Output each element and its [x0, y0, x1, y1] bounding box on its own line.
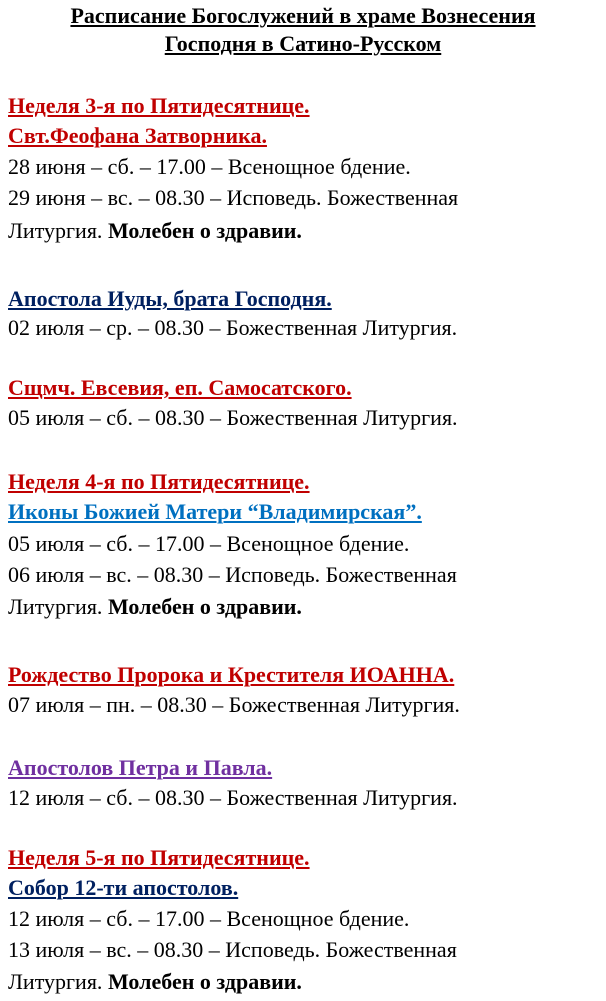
liturgy-text: Литургия.: [8, 594, 108, 619]
feast-heading: Апостолов Петра и Павла.: [8, 755, 273, 780]
feast-heading: Апостола Иуды, брата Господня.: [8, 286, 332, 311]
service-entry: 05 июля – сб. – 08.30 – Божественная Литургия.: [8, 405, 458, 430]
service-entry-continuation: [8, 592, 302, 622]
service-entry: 12 июля – сб. – 17.00 – Всенощное бдение.: [8, 906, 410, 931]
page-title: [0, 2, 606, 58]
service-entry: 29 июня – вс. – 08.30 – Исповедь. Божественная: [8, 185, 459, 210]
service-entry-continuation: [8, 967, 302, 997]
feast-heading: Рождество Пророка и Крестителя ИОАННА.: [8, 662, 455, 687]
moleben-note: Молебен о здравии.: [107, 594, 302, 619]
feast-heading: Неделя 4-я по Пятидесятнице.: [8, 469, 310, 494]
title-line-1: Расписание Богослужений в храме Вознесения: [70, 3, 536, 28]
service-entry-continuation: [8, 216, 302, 246]
liturgy-text: Литургия.: [8, 969, 108, 994]
service-entry: 05 июля – сб. – 17.00 – Всенощное бдение.: [8, 531, 410, 556]
service-entry: 07 июля – пн. – 08.30 – Божественная Литургия.: [8, 692, 460, 717]
liturgy-text: Литургия.: [8, 218, 108, 243]
feast-heading: Иконы Божией Матери “Владимирская”.: [8, 499, 422, 524]
feast-heading: Свт.Феофана Затворника.: [8, 123, 267, 148]
service-entry: 28 июня – сб. – 17.00 – Всенощное бдение.: [8, 154, 411, 179]
service-entry: 06 июля – вс. – 08.30 – Исповедь. Божественная: [8, 562, 457, 587]
service-entry: 13 июля – вс. – 08.30 – Исповедь. Божественная: [8, 937, 457, 962]
feast-heading: Неделя 3-я по Пятидесятнице.: [8, 93, 310, 118]
feast-heading: Сщмч. Евсевия, еп. Самосатского.: [8, 375, 352, 400]
feast-heading: Собор 12-ти апостолов.: [8, 875, 239, 900]
feast-heading: Неделя 5-я по Пятидесятнице.: [8, 845, 310, 870]
service-entry: 02 июля – ср. – 08.30 – Божественная Литургия.: [8, 315, 458, 340]
title-line-2: Господня в Сатино-Русском: [164, 31, 442, 56]
service-entry: 12 июля – сб. – 08.30 – Божественная Литургия.: [8, 785, 458, 810]
moleben-note: Молебен о здравии.: [107, 969, 302, 994]
moleben-note: Молебен о здравии.: [107, 218, 302, 243]
